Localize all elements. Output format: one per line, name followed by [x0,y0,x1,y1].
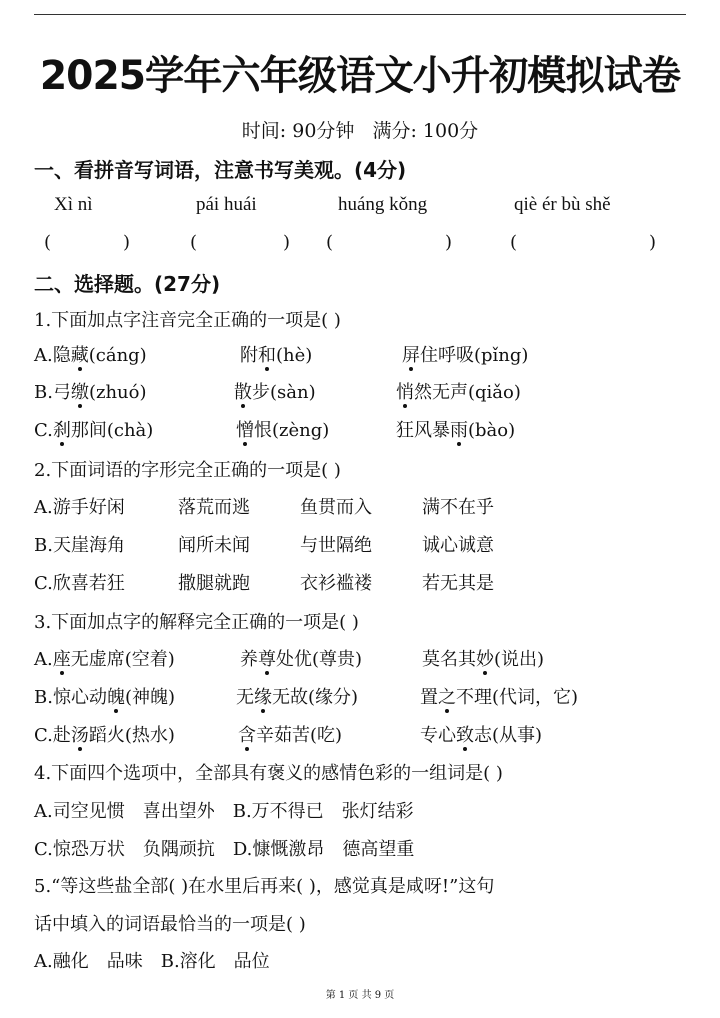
q3-stem: 3.下面加点字的解释完全正确的一项是( ) [34,612,359,633]
section1-heading: 一、看拼音写词语，注意书写美观。(4分) [34,158,407,182]
pinyin-4: qiè ér bù shě [514,194,611,215]
q1-stem: 1.下面加点字注音完全正确的一项是( ) [34,310,341,331]
q4-options-ab[interactable]: A.司空见惯 喜出望外 B.万不得已 张灯结彩 [34,801,414,822]
exam-info [0,116,720,143]
answer-blank-2[interactable]: ( ) [190,232,291,253]
score-info: 满分: 100分 [372,120,479,142]
pinyin-2: pái huái [196,194,257,215]
answer-blank-3[interactable]: ( ) [326,232,453,253]
page-footer: 第 1 页 共 9 页 [325,990,395,1001]
page-title: 2025学年六年级语文小升初模拟试卷 [39,53,681,99]
top-rule [34,14,686,15]
q5-stem-line1: 5.“等这些盐全部( )在水里后再来( )，感觉真是咸呀!”这句 [34,876,495,897]
q5-options-ab[interactable]: A.融化 品味 B.溶化 品位 [34,951,270,972]
answer-blank-1[interactable]: ( ) [44,232,131,253]
q5-stem-line2: 话中填入的词语最恰当的一项是( ) [34,914,306,935]
pinyin-1: Xì nì [54,194,93,215]
answer-blank-4[interactable]: ( ) [510,232,657,253]
q4-options-cd[interactable]: C.惊恐万状 负隅顽抗 D.慷慨激昂 德高望重 [34,839,415,860]
q4-stem: 4.下面四个选项中，全部具有褒义的感情色彩的一组词是( ) [34,763,503,784]
q2-stem: 2.下面词语的字形完全正确的一项是( ) [34,460,341,481]
time-info: 时间: 90分钟 [241,120,355,142]
pinyin-3: huáng kǒng [338,194,428,215]
section2-heading: 二、选择题。(27分) [34,272,221,296]
